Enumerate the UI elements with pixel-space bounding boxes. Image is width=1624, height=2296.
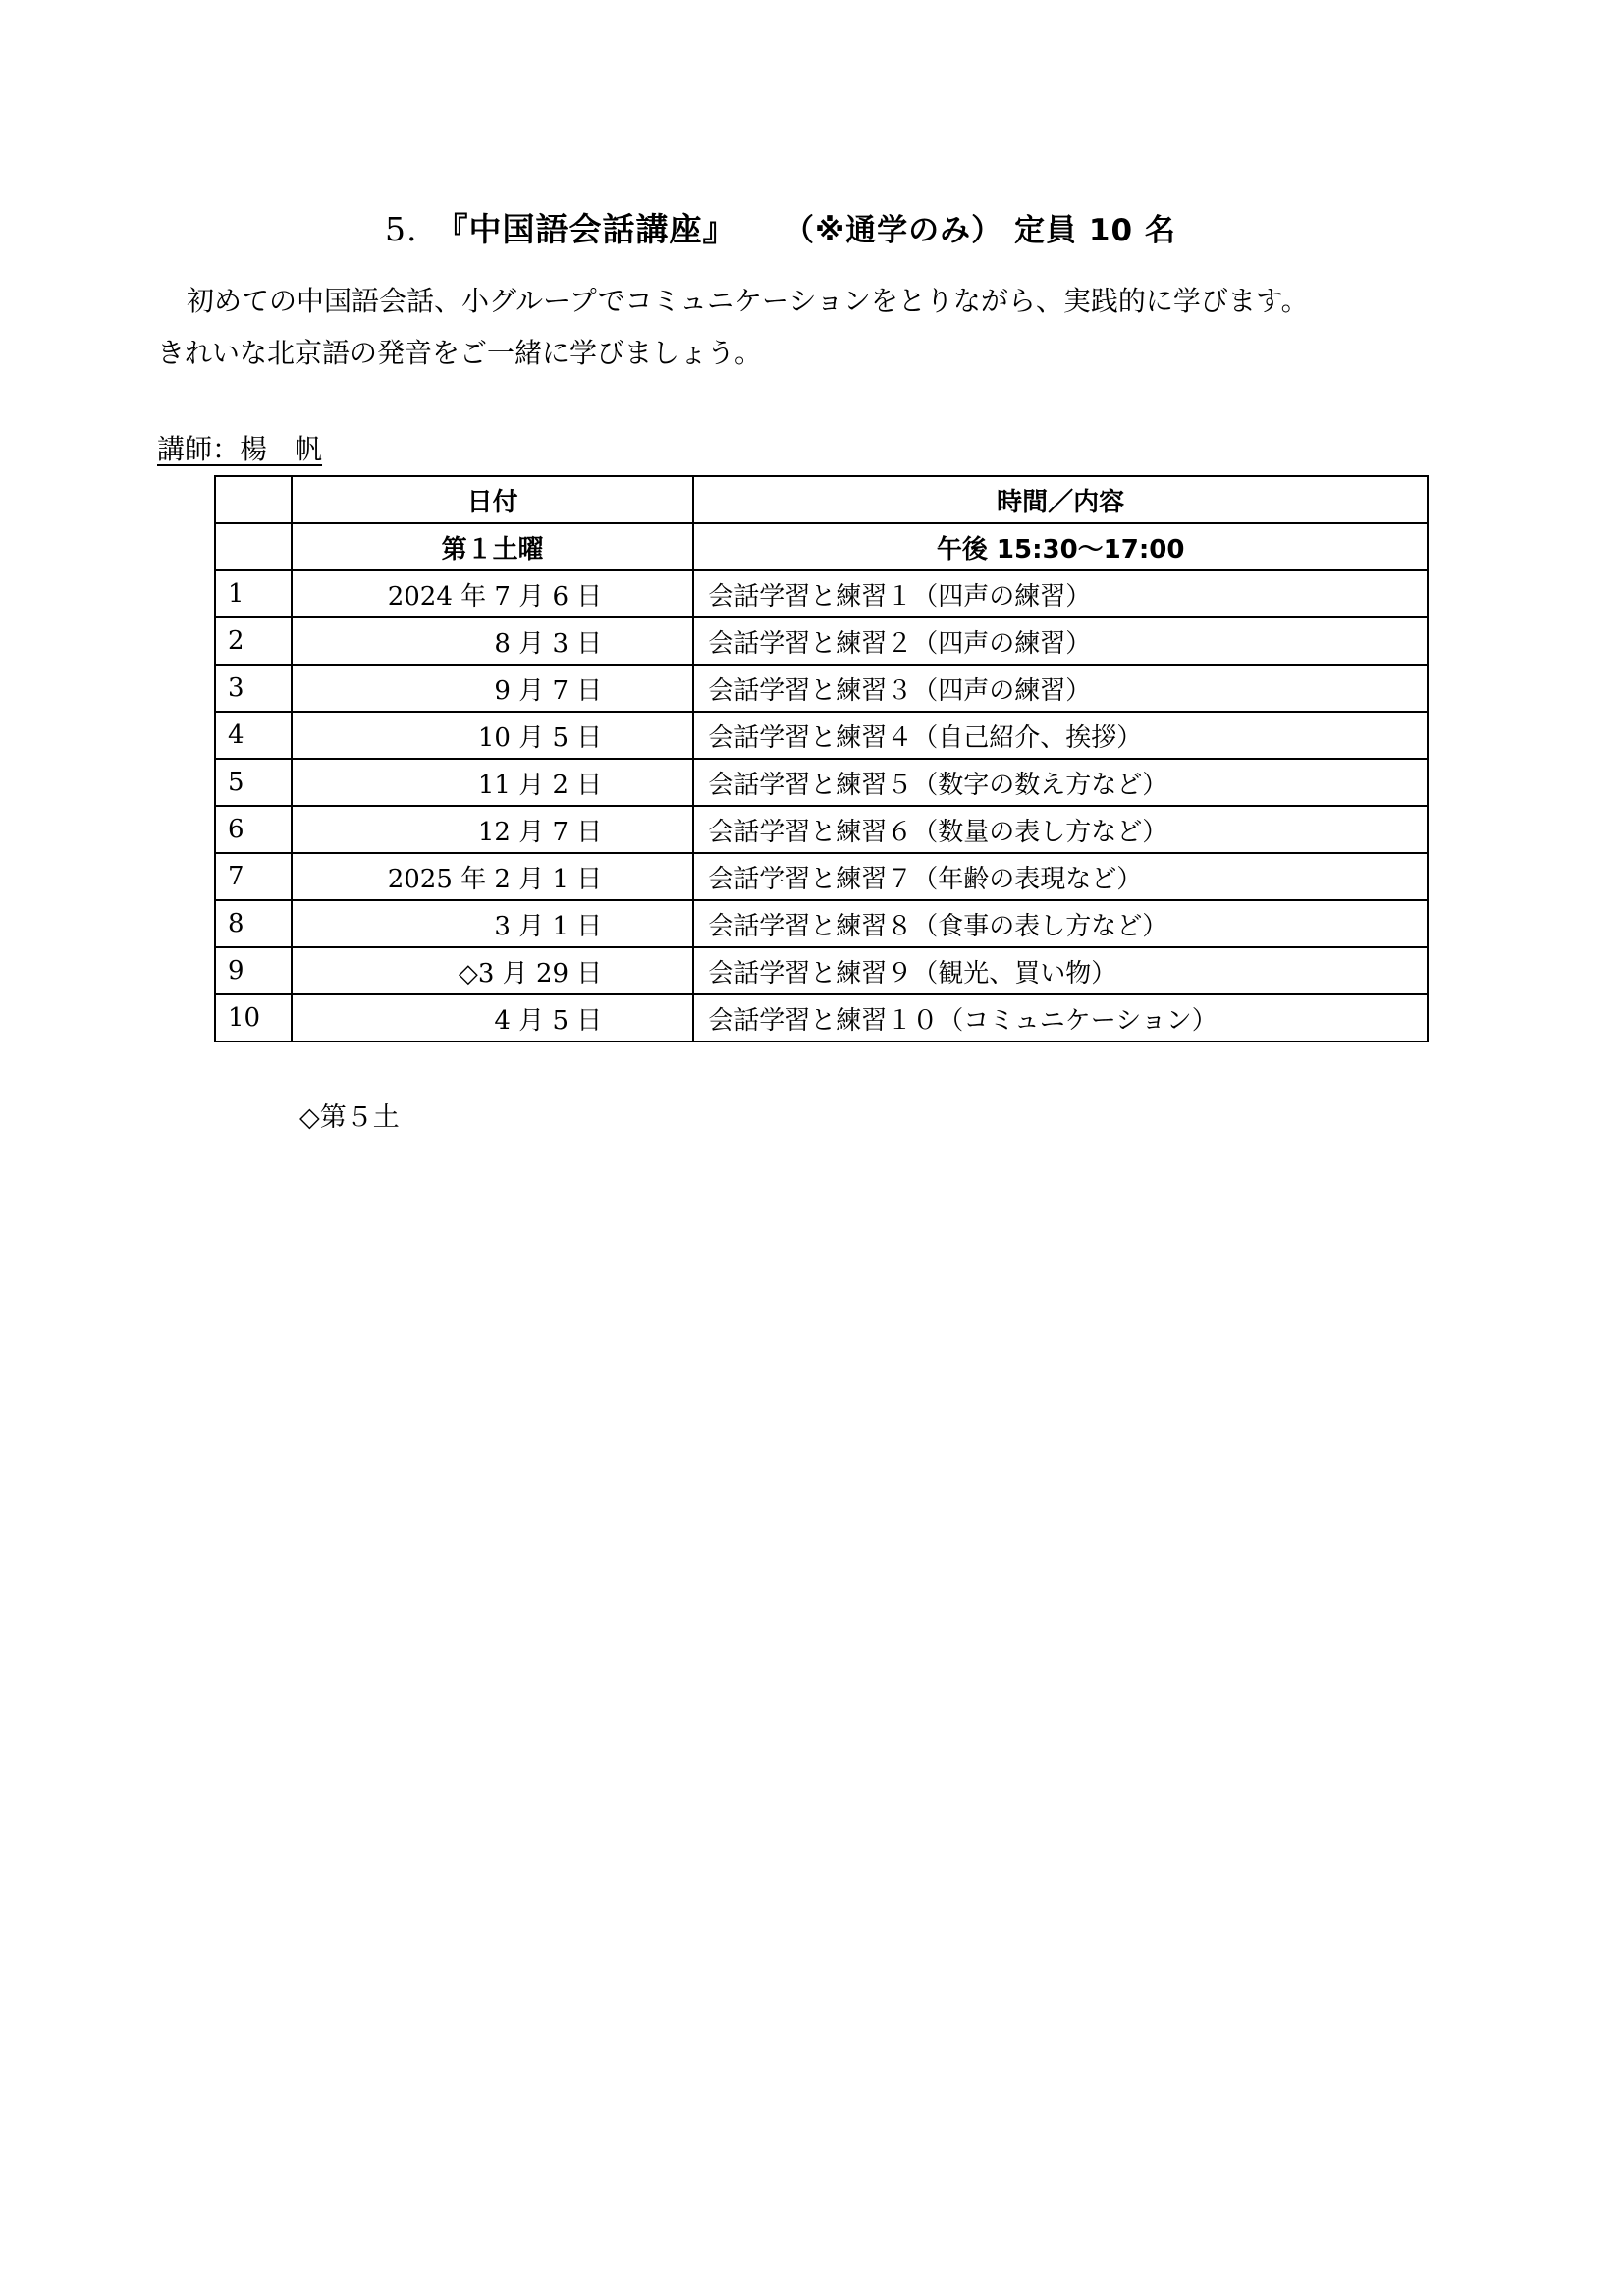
course-name: 『中国語会話講座』 (435, 210, 736, 248)
table-row (215, 806, 1428, 853)
table-row (215, 994, 1428, 1041)
row-content: 会話学習と練習５（数字の数え方など） (693, 759, 1428, 806)
row-content: 会話学習と練習８（食事の表し方など） (693, 900, 1428, 947)
row-content: 会話学習と練習６（数量の表し方など） (693, 806, 1428, 853)
row-date: 12 月 7 日 (292, 806, 693, 853)
table-row (215, 900, 1428, 947)
table-row (215, 617, 1428, 665)
row-number: 9 (215, 947, 292, 994)
row-content: 会話学習と練習１０（コミュニケーション） (693, 994, 1428, 1041)
row-date: ◇3 月 29 日 (292, 947, 693, 994)
table-subheader-row (215, 523, 1428, 570)
section-number: 5. (385, 210, 418, 248)
instructor-label: 講師：楊 帆 (157, 433, 323, 465)
row-content: 会話学習と練習１（四声の練習） (693, 570, 1428, 617)
row-number: 2 (215, 617, 292, 665)
header-blank-cell (215, 476, 292, 523)
row-content: 会話学習と練習９（観光、買い物） (693, 947, 1428, 994)
intro-text (157, 275, 1434, 379)
table-row (215, 759, 1428, 806)
row-number: 8 (215, 900, 292, 947)
row-date: 4 月 5 日 (292, 994, 693, 1041)
row-content: 会話学習と練習２（四声の練習） (693, 617, 1428, 665)
subheader-blank-cell (215, 523, 292, 570)
row-date: 3 月 1 日 (292, 900, 693, 947)
schedule-table (214, 475, 1429, 1042)
table-row (215, 853, 1428, 900)
row-number: 10 (215, 994, 292, 1041)
row-number: 6 (215, 806, 292, 853)
row-date: 2024 年 7 月 6 日 (292, 570, 693, 617)
capacity-label: 定員 10 名 (1014, 213, 1176, 248)
subheader-time: 午後 15:30〜17:00 (693, 523, 1428, 570)
row-content: 会話学習と練習４（自己紹介、挨拶） (693, 712, 1428, 759)
row-date: 10 月 5 日 (292, 712, 693, 759)
row-number: 4 (215, 712, 292, 759)
row-date: 11 月 2 日 (292, 759, 693, 806)
page-title (385, 204, 1176, 250)
row-date: 2025 年 2 月 1 日 (292, 853, 693, 900)
intro-line-2: きれいな北京語の発音をご一緒に学びましょう。 (157, 337, 763, 369)
row-content: 会話学習と練習３（四声の練習） (693, 665, 1428, 712)
row-content: 会話学習と練習７（年齢の表現など） (693, 853, 1428, 900)
row-date: 9 月 7 日 (292, 665, 693, 712)
table-header-row (215, 476, 1428, 523)
row-number: 1 (215, 570, 292, 617)
table-row (215, 570, 1428, 617)
intro-line-1: 初めての中国語会話、小グループでコミュニケーションをとりながら、実践的に学びます。 (187, 285, 1309, 317)
row-number: 5 (215, 759, 292, 806)
row-date: 8 月 3 日 (292, 617, 693, 665)
table-row (215, 665, 1428, 712)
header-date: 日付 (292, 476, 693, 523)
table-row (215, 712, 1428, 759)
attendance-note: （※通学のみ） (798, 213, 1003, 248)
header-content: 時間／内容 (693, 476, 1428, 523)
footnote-fifth-saturday: ◇第５土 (299, 1102, 400, 1133)
table-row (215, 947, 1428, 994)
row-number: 3 (215, 665, 292, 712)
subheader-day: 第１土曜 (292, 523, 693, 570)
row-number: 7 (215, 853, 292, 900)
